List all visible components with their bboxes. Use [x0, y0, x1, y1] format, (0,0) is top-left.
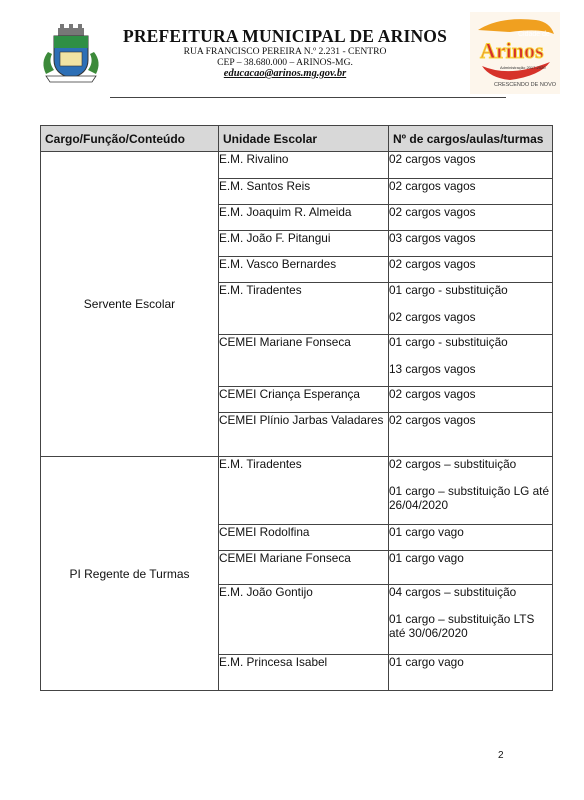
svg-text:Administração 2017-2020: Administração 2017-2020	[500, 65, 546, 70]
vagas-cell: 02 cargos vagos	[389, 257, 553, 283]
vagas-cell: 03 cargos vagos	[389, 231, 553, 257]
table-row	[41, 152, 553, 179]
vacancies-table	[40, 125, 553, 691]
unidade-cell: E.M. Rivalino	[219, 152, 389, 179]
vagas-cell: 01 cargo vago	[389, 655, 553, 691]
svg-text:Cidade de: Cidade de	[518, 31, 550, 38]
vagas-line: 02 cargos vagos	[389, 310, 476, 324]
vagas-cell	[389, 283, 553, 335]
vagas-cell	[389, 335, 553, 387]
unidade-cell: E.M. Joaquim R. Almeida	[219, 205, 389, 231]
vagas-cell	[389, 585, 553, 655]
column-header-unidade: Unidade Escolar	[219, 126, 389, 152]
unidade-cell: CEMEI Plínio Jarbas Valadares	[219, 413, 389, 457]
column-header-cargos: Nº de cargos/aulas/turmas	[389, 126, 553, 152]
cargo-cell: Servente Escolar	[41, 152, 219, 457]
vagas-cell	[389, 457, 553, 525]
vagas-cell: 02 cargos vagos	[389, 152, 553, 179]
page-number: 2	[498, 750, 504, 761]
unidade-cell: E.M. Tiradentes	[219, 457, 389, 525]
vagas-line: 02 cargos – substituição	[389, 457, 517, 471]
page-title: PREFEITURA MUNICIPAL DE ARINOS	[122, 26, 448, 46]
unidade-cell: CEMEI Mariane Fonseca	[219, 551, 389, 585]
unidade-cell: E.M. Vasco Bernardes	[219, 257, 389, 283]
vagas-cell: 02 cargos vagos	[389, 387, 553, 413]
vagas-line: 01 cargo - substituição	[389, 335, 508, 349]
header-divider	[110, 97, 506, 98]
arinos-brand-logo	[470, 12, 560, 94]
vagas-line: 04 cargos – substituição	[389, 585, 517, 599]
svg-text:CRESCENDO DE NOVO: CRESCENDO DE NOVO	[494, 82, 557, 88]
address-line: RUA FRANCISCO PEREIRA N.º 2.231 - CENTRO	[183, 46, 387, 57]
unidade-cell: E.M. Princesa Isabel	[219, 655, 389, 691]
column-header-cargo: Cargo/Função/Conteúdo	[41, 126, 219, 152]
vagas-cell: 02 cargos vagos	[389, 205, 553, 231]
unidade-cell: CEMEI Rodolfina	[219, 525, 389, 551]
unidade-cell: CEMEI Mariane Fonseca	[219, 335, 389, 387]
document-header	[0, 0, 584, 110]
unidade-cell: E.M. João Gontijo	[219, 585, 389, 655]
svg-text:Arinos: Arinos	[480, 38, 544, 63]
vagas-line: 13 cargos vagos	[389, 362, 476, 376]
unidade-cell: E.M. João F. Pitangui	[219, 231, 389, 257]
unidade-cell: E.M. Tiradentes	[219, 283, 389, 335]
vagas-line: 01 cargo – substituição LG até 26/04/2020	[389, 484, 550, 512]
vagas-line: 01 cargo – substituição LTS até 30/06/2020	[389, 612, 535, 640]
unidade-cell: CEMEI Criança Esperança	[219, 387, 389, 413]
table-row	[41, 457, 553, 525]
vagas-cell: 01 cargo vago	[389, 551, 553, 585]
email-link[interactable]: educacao@arinos.mg.gov.br	[223, 68, 347, 79]
cep-line: CEP – 38.680.000 – ARINOS-MG.	[217, 57, 353, 68]
vagas-cell: 02 cargos vagos	[389, 413, 553, 457]
cargo-cell: PI Regente de Turmas	[41, 457, 219, 691]
unidade-cell: E.M. Santos Reis	[219, 179, 389, 205]
vagas-line: 01 cargo - substituição	[389, 283, 508, 297]
municipal-coat-of-arms-icon	[38, 22, 104, 88]
vagas-cell: 02 cargos vagos	[389, 179, 553, 205]
table-header-row	[41, 126, 553, 152]
vagas-cell: 01 cargo vago	[389, 525, 553, 551]
